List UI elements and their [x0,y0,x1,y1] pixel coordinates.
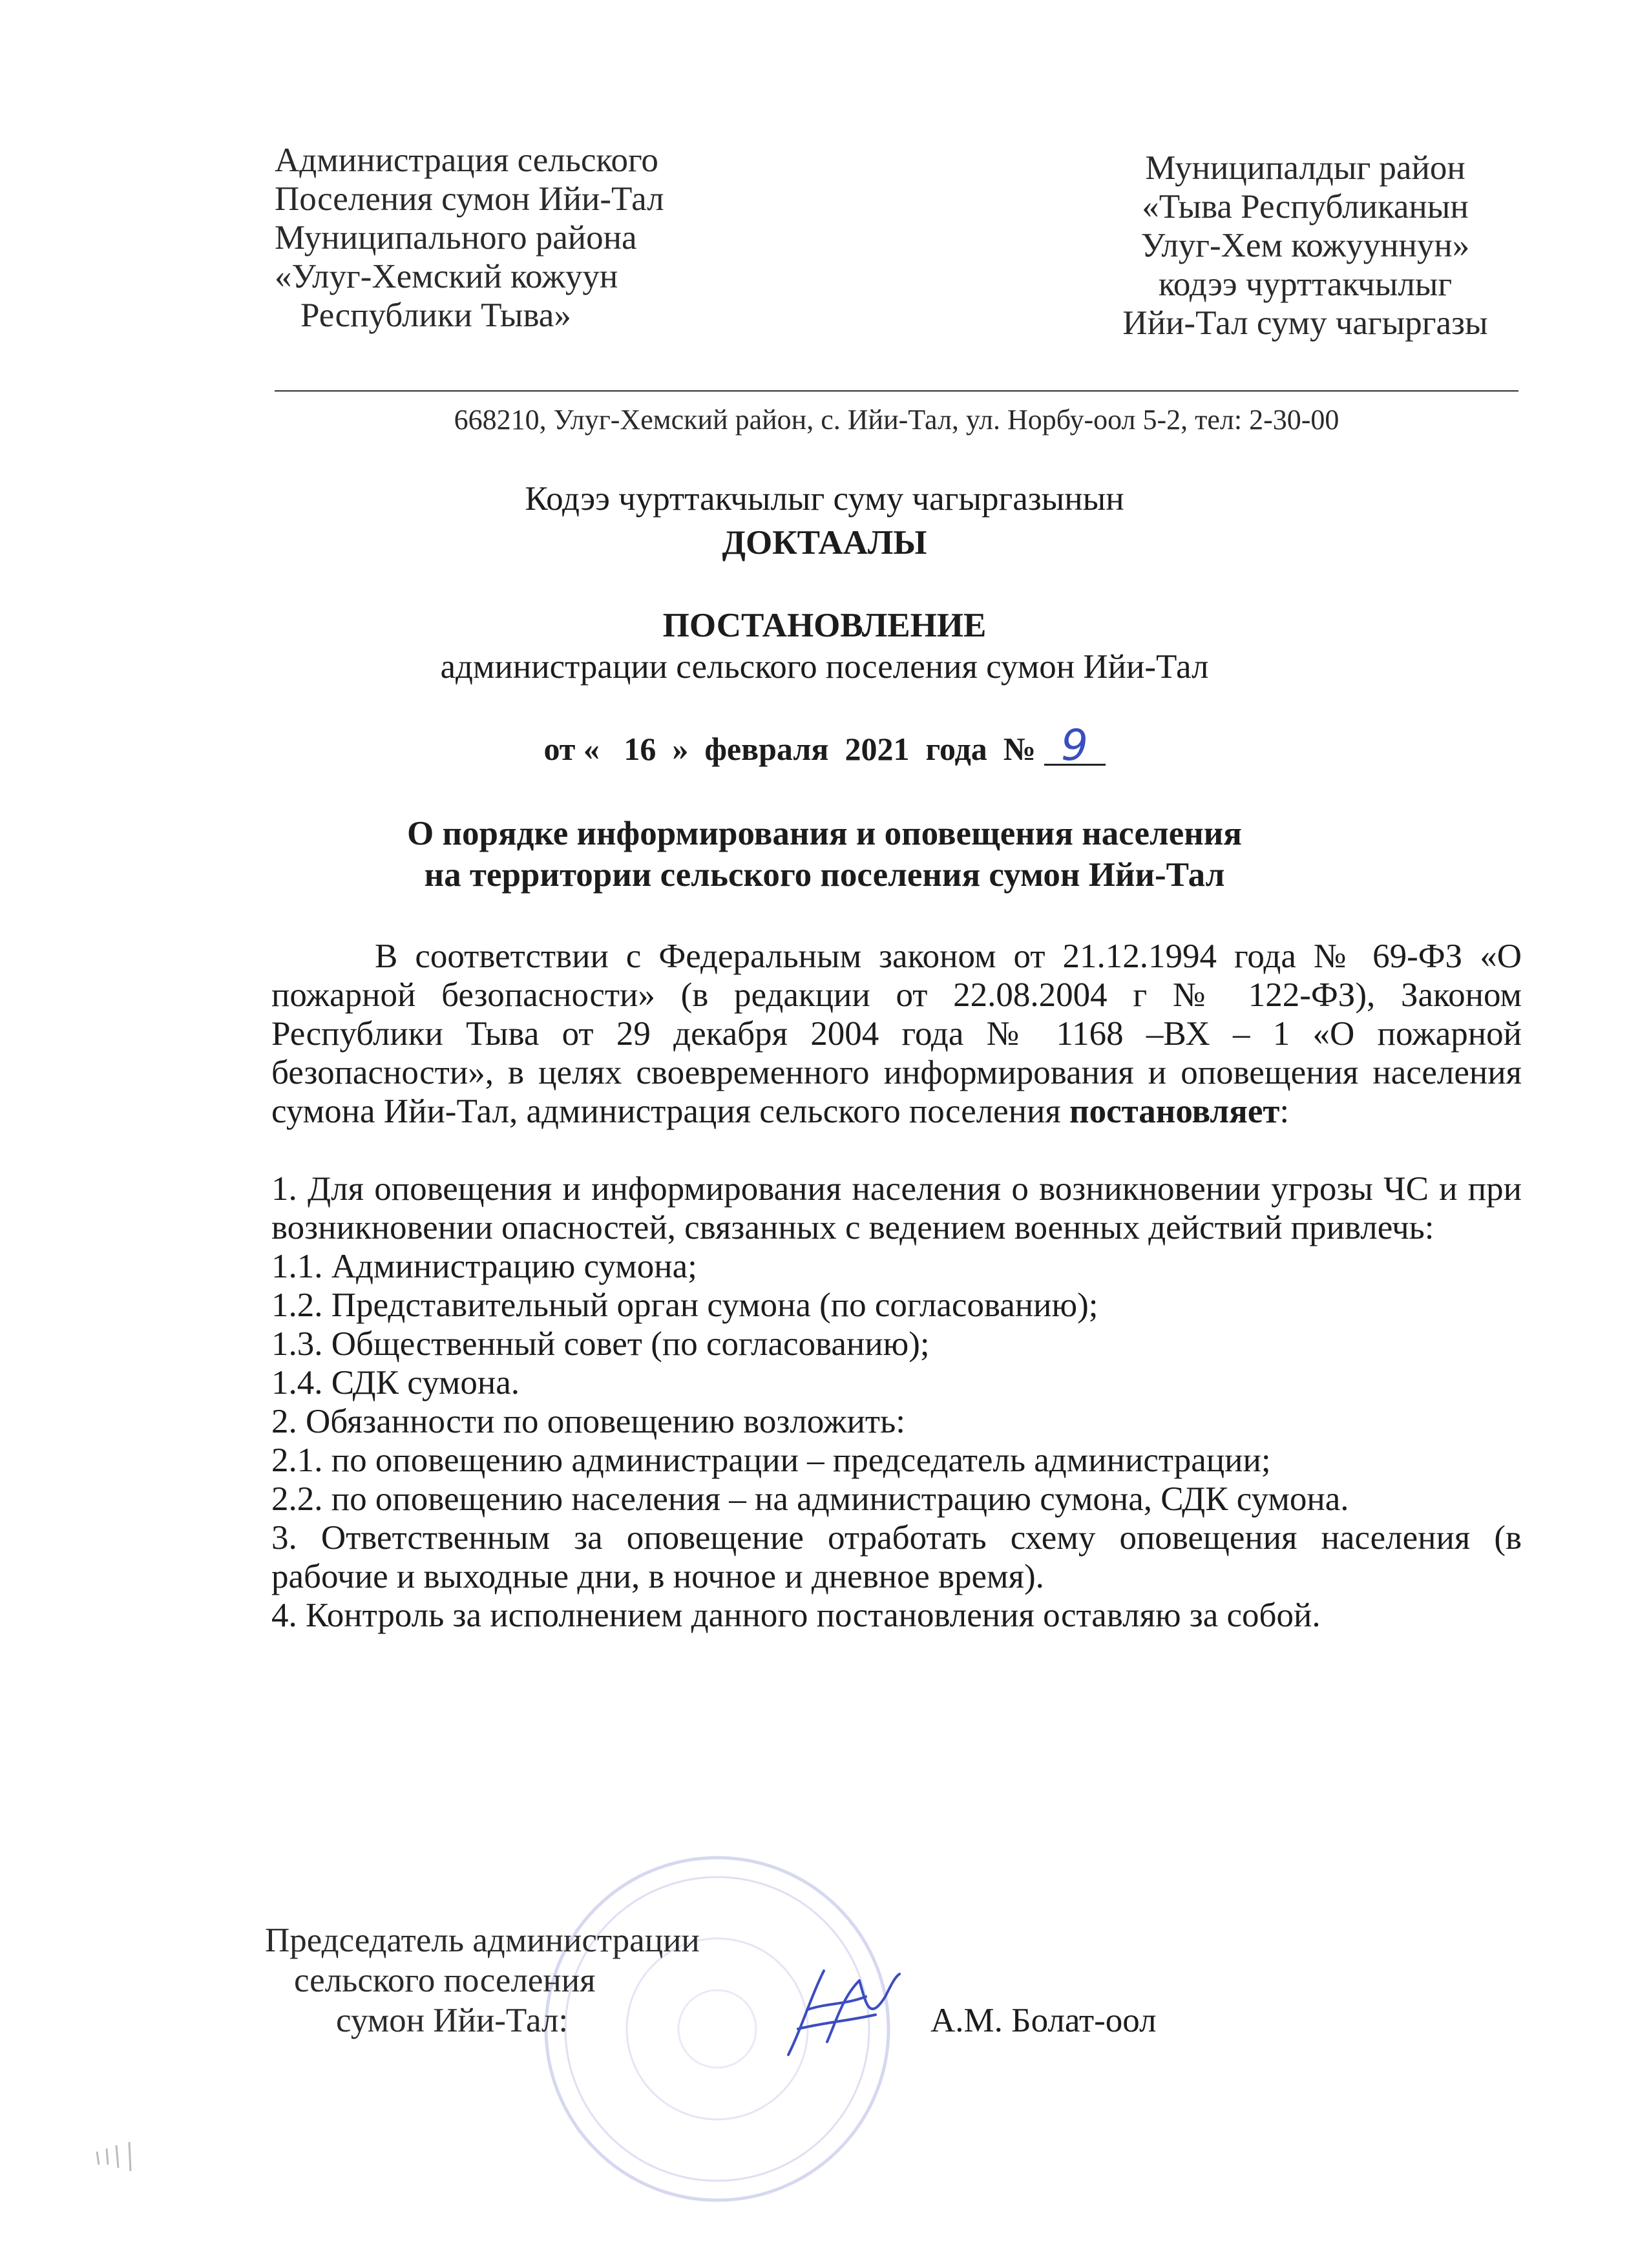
document-title: ПОСТАНОВЛЕНИЕ [662,607,987,644]
preamble-text: В соответствии с Федеральным законом от 21.12.1994 года № 69-ФЗ «О пожарной безопасности» (в редакции от 22.08.2004 г № 122-ФЗ), Законом Республики Тыва от 29 декабря 2004 года № 1168 –ВХ – 1 «О пожарной безопасности», в целях своевременного информирования и оповещения населения сумона Ийи-Тал, администрация сельского поселения [271,938,1522,1130]
handwritten-number: 9 [1044,728,1106,766]
header-left-block [275,141,766,335]
header-left-line: Администрация сельского [275,142,658,179]
preamble-paragraph [271,937,1522,1131]
document-subject [194,813,1455,896]
header-right-line: кодээ чурттакчылыг [1158,266,1453,303]
date-number-line [194,720,1455,770]
list-item: 1. Для оповещения и информирования населения о возникновении угрозы ЧС и при возникновении опасностей, связанных с ведением военных действий привлечь: [271,1170,1522,1246]
header-left-line: «Улуг-Хемский кожуун [275,258,618,295]
spacer [271,1131,1522,1170]
signature-position [265,1920,700,2041]
list-item: 2.2. по оповещению населения – на администрацию сумона, СДК сумона. [271,1480,1349,1518]
list-item: 4. Контроль за исполнением данного постановления оставляю за собой. [271,1597,1321,1634]
document-subtitle: администрации сельского поселения сумон Ийи-Тал [440,648,1209,686]
list-item: 3. Ответственным за оповещение отработать схему оповещения населения (в рабочие и выходные дни, в ночное и дневное время). [271,1519,1522,1595]
date-text: от « 16 » февраля 2021 года № [543,731,1036,767]
tuvan-title: ДОКТААЛЫ [722,524,927,562]
subject-line: на территории сельского поселения сумон Ийи-Тал [424,856,1225,894]
address-line: 668210, Улуг-Хемский район, с. Ийи-Тал, ул. Норбу-оол 5-2, тел: 2-30-00 [454,404,1339,436]
list-item: 1.4. СДК сумона. [271,1364,520,1402]
list-item: 2.1. по оповещению администрации – председатель администрации; [271,1442,1271,1479]
preamble-bold: постановляет [1069,1093,1280,1130]
header-right-line: Улуг-Хем кожууннун» [1140,227,1470,264]
list-item: 1.1. Администрацию сумона; [271,1248,697,1285]
header-right-block [1060,149,1551,342]
signatory-name: А.М. Болат-оол [930,2002,1157,2039]
position-line: сельского поселения [294,1962,596,1999]
header-right-line: Ийи-Тал суму чагыргазы [1122,304,1488,342]
header-left-line: Муниципального района [275,219,637,257]
subject-line: О порядке информирования и оповещения населения [407,815,1242,852]
header-left-line: Поселения сумон Ийи-Тал [275,180,664,218]
header-right-line: «Тыва Республиканын [1142,188,1469,226]
position-line: Председатель администрации [265,1922,700,1959]
list-item: 1.2. Представительный орган сумона (по согласованию); [271,1286,1098,1324]
scan-speck-mark [90,2132,155,2184]
document-body [271,937,1522,1635]
header-divider [275,390,1518,392]
header-left-line: Республики Тыва» [300,297,571,334]
preamble-end: : [1279,1093,1290,1130]
header-right-line: Муниципалдыг район [1145,149,1465,187]
handwritten-signature [762,1958,905,2068]
list-item: 1.3. Общественный совет (по согласованию); [271,1325,930,1363]
list-item: 2. Обязанности по оповещению возложить: [271,1403,905,1440]
tuvan-subtitle: Кодээ чурттакчылыг суму чагыргазынын [525,480,1124,518]
position-line: сумон Ийи-Тал: [336,2002,569,2039]
